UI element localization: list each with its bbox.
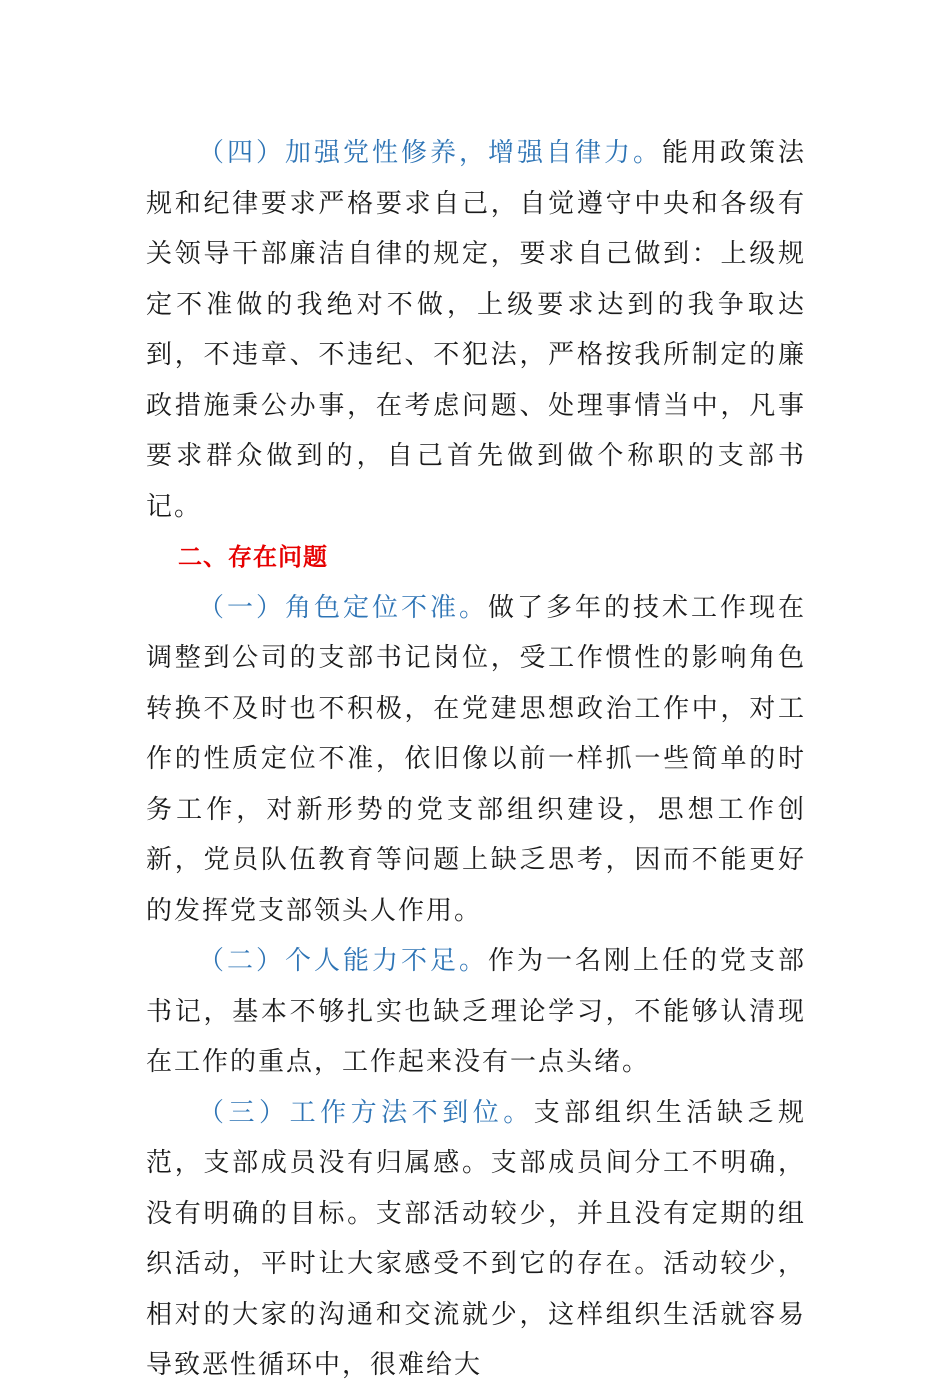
paragraph-text: 支部组织生活缺乏规范，支部成员没有归属感。支部成员间分工不明确，没有明确的目标。支部活动较少，并且没有定期的组织活动，平时让大家感受不到它的存在。活动较少，相对的大家的沟通和交流就少，这样组织生活就容易导致恶性循环中，很难给大 xyxy=(146,1097,806,1380)
paragraph-text: 做了多年的技术工作现在调整到公司的支部书记岗位，受工作惯性的影响角色转换不及时也不积极，在党建思想政治工作中，对工作的性质定位不准，依旧像以前一样抓一些简单的时务工作，对新形势的党支部组织建设，思想工作创新，党员队伍教育等问题上缺乏思考，因而不能更好的发挥党支部领头人作用。 xyxy=(146,592,806,926)
paragraph-text: 作为一名刚上任的党支部书记，基本不够扎实也缺乏理论学习，不能够认清现在工作的重点，工作起来没有一点头绪。 xyxy=(146,946,806,1077)
paragraph-4 xyxy=(146,128,806,532)
paragraph-heading: （一）角色定位不准。 xyxy=(198,592,488,623)
paragraph-1 xyxy=(146,583,806,937)
paragraph-heading: （三）工作方法不到位。 xyxy=(198,1097,534,1128)
paragraph-heading: （四）加强党性修养，增强自律力。 xyxy=(198,138,662,168)
paragraph-3 xyxy=(146,1088,806,1391)
paragraph-heading: （二）个人能力不足。 xyxy=(198,946,488,976)
paragraph-text: 能用政策法规和纪律要求严格要求自己，自觉遵守中央和各级有关领导干部廉洁自律的规定，要求自己做到：上级规定不准做的我绝对不做，上级要求达到的我争取达到，不违章、不违纪、不犯法，严格按我所制定的廉政措施秉公办事，在考虑问题、处理事情当中，凡事要求群众做到的，自己首先做到做个称职的支部书记。 xyxy=(146,138,806,522)
paragraph-2 xyxy=(146,936,806,1088)
section-title: 二、存在问题 xyxy=(178,543,328,571)
document-body xyxy=(146,128,806,1391)
